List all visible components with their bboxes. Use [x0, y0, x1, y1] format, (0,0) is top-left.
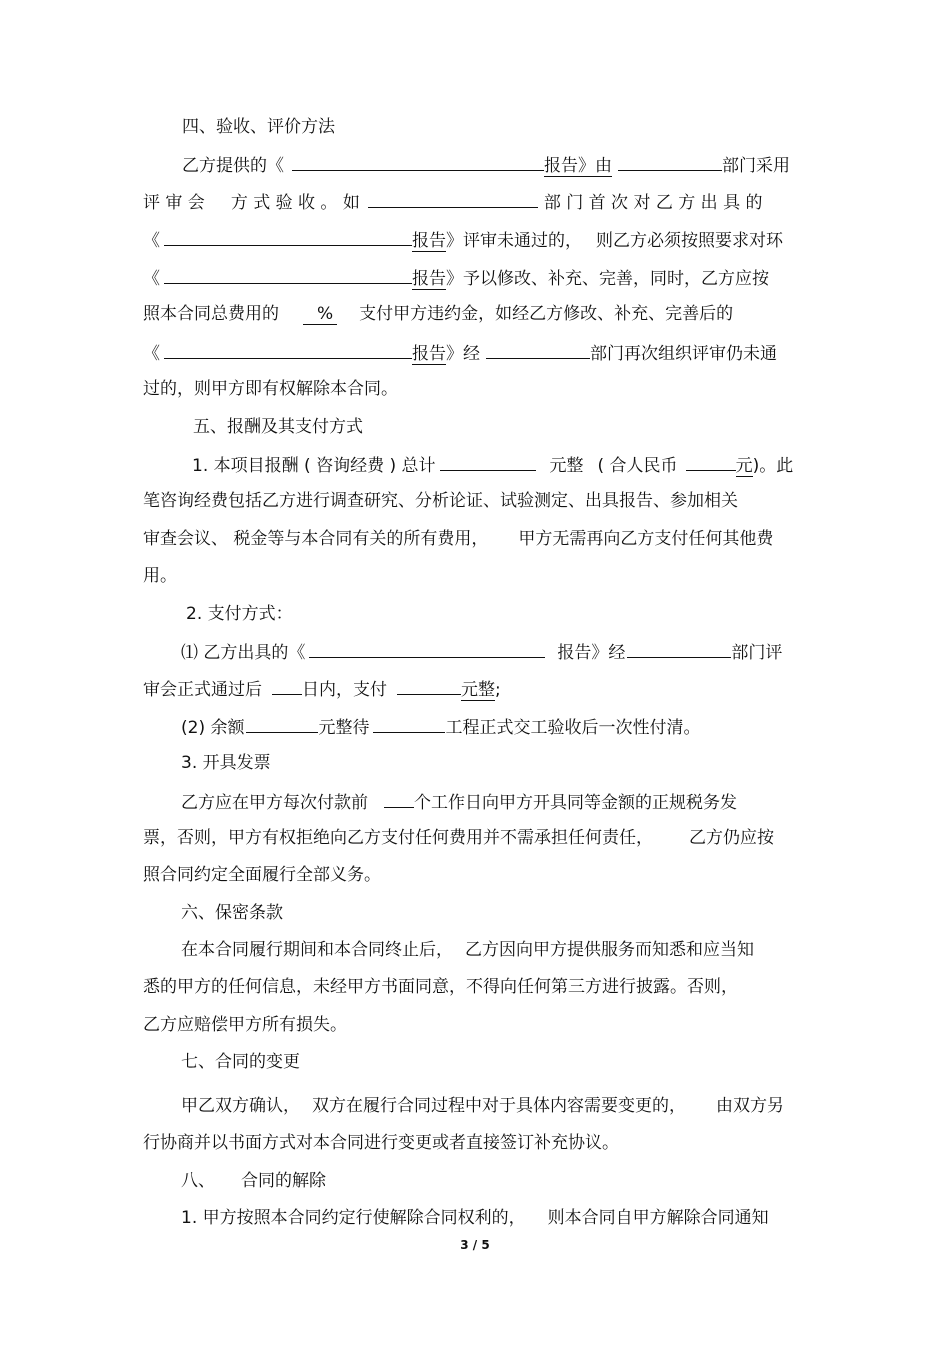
s5-p1-line-3 [143, 528, 773, 550]
blank-field[interactable] [486, 341, 590, 359]
text: ; [495, 680, 501, 700]
page-number: 3 / 5 [460, 1238, 490, 1252]
s5-p1-line-1 [192, 453, 793, 477]
text: 票，否则，甲方有权拒绝向乙方支付任何费用并不需承担任何责任， [143, 828, 653, 848]
s4-line-5 [143, 303, 733, 325]
text: 在本合同履行期间和本合同终止后， [181, 940, 453, 960]
text: 由双方另 [716, 1096, 784, 1116]
s5-p1-line-4: 用。 [143, 566, 177, 586]
blank-field[interactable] [292, 153, 544, 171]
section-8-heading [181, 1170, 326, 1192]
blank-field[interactable] [373, 715, 445, 733]
text: 部门采用 [722, 156, 790, 176]
text: 1. 甲方按照本合同约定行使解除合同权利的， [181, 1208, 526, 1228]
s4-line-7: 过的，则甲方即有权解除本合同。 [143, 379, 398, 399]
text: 甲乙双方确认， [181, 1096, 300, 1116]
text: 乙方提供的《 [182, 156, 284, 176]
text: 《 [143, 269, 160, 289]
text: 工程正式交工验收后一次性付清。 [445, 718, 701, 738]
text: 》予以修改、补充、完善，同时，乙方应按 [446, 269, 769, 289]
text: 双方在履行合同过程中对于具体内容需要变更的， [312, 1096, 686, 1116]
text: 审查会议、 税金等与本合同有关的所有费用， [143, 529, 489, 549]
s7-line-1 [181, 1095, 784, 1117]
text: 报告》经 [557, 643, 626, 663]
percent-field[interactable]: % [303, 304, 337, 325]
text: 乙方因向甲方提供服务而知悉和应当知 [465, 940, 754, 960]
text: 元整 [461, 680, 495, 700]
blank-field[interactable] [164, 228, 412, 246]
s5-p3-line-2 [143, 827, 774, 849]
s5-p2-heading: 2. 支付方式： [186, 604, 293, 624]
text: 》经 [446, 344, 480, 364]
text: 乙方仍应按 [689, 828, 774, 848]
s6-line-3: 乙方应赔偿甲方所有损失。 [143, 1015, 347, 1035]
s5-p1-line-2: 笔咨询经费包括乙方进行调查研究、分析论证、试验测定、出具报告、参加相关 [143, 491, 738, 511]
text: 报告 [412, 269, 446, 289]
blank-field[interactable] [440, 453, 536, 471]
text: 支付甲方违约金，如经乙方修改、补充、完善后的 [359, 304, 734, 324]
text: )。此 [752, 456, 794, 476]
s5-item-1-line-2 [143, 677, 501, 701]
s4-line-3 [143, 228, 783, 252]
text: 个工作日向甲方开具同等金额的正规税务发 [414, 793, 737, 813]
s5-item-1-line-1 [181, 640, 782, 664]
text: 报告 [412, 344, 446, 364]
blank-field[interactable] [164, 266, 412, 284]
text: 照本合同总费用的 [143, 304, 279, 324]
text: 审会正式通过后 [143, 680, 262, 700]
blank-field[interactable] [397, 677, 461, 695]
text: 报告 [412, 231, 446, 251]
s6-line-1 [181, 939, 754, 961]
s5-p3-line-3: 照合同约定全面履行全部义务。 [143, 865, 381, 885]
s5-p3-line-1 [181, 790, 737, 814]
text: 1. 本项目报酬 ( 咨询经费 ) 总计 [192, 456, 436, 476]
text: ( 合人民币 [597, 456, 678, 476]
s4-line-4 [143, 266, 769, 290]
text: 》评审未通过的， [446, 231, 582, 251]
section-6-heading: 六、保密条款 [181, 903, 283, 923]
text: (2) 余额 [181, 718, 245, 738]
s7-line-2: 行协商并以书面方式对本合同进行变更或者直接签订补充协议。 [143, 1133, 619, 1153]
text: ⑴ 乙方出具的《 [181, 643, 306, 663]
section-4-heading: 四、验收、评价方法 [182, 117, 335, 137]
section-5-heading: 五、报酬及其支付方式 [193, 417, 363, 437]
text: 报告》由 [544, 156, 612, 176]
section-7-heading: 七、合同的变更 [181, 1052, 300, 1072]
s5-item-2 [181, 715, 700, 739]
text: 评 审 会 [143, 193, 205, 213]
text: 元整 [549, 456, 584, 476]
text: 《 [143, 344, 160, 364]
s4-line-6 [143, 341, 777, 365]
blank-field[interactable] [164, 341, 412, 359]
text: 部 门 首 次 对 乙 方 出 具 的 [543, 193, 763, 213]
text: 元 [735, 456, 753, 476]
text: 方 式 验 收 。 如 [230, 193, 360, 213]
text: 则乙方必须按照要求对环 [596, 231, 783, 251]
text: 元整待 [318, 718, 370, 738]
blank-field[interactable] [246, 715, 318, 733]
blank-field[interactable] [368, 190, 538, 208]
blank-field[interactable] [627, 640, 731, 658]
blank-field[interactable] [384, 790, 414, 808]
blank-field[interactable] [272, 677, 302, 695]
s5-p3-heading: 3. 开具发票 [181, 753, 271, 773]
s4-line-1 [182, 153, 790, 177]
text: 部门再次组织评审仍未通 [590, 344, 777, 364]
blank-field[interactable] [686, 453, 736, 471]
blank-field[interactable] [618, 153, 722, 171]
text: 则本合同自甲方解除合同通知 [547, 1208, 769, 1228]
text: 甲方无需再向乙方支付任何其他费 [518, 529, 774, 549]
text: 八、 [181, 1171, 215, 1191]
blank-field[interactable] [309, 640, 545, 658]
s6-line-2: 悉的甲方的任何信息，未经甲方书面同意，不得向任何第三方进行披露。否则， [143, 977, 738, 997]
text: 部门评 [731, 643, 783, 663]
s8-line-1 [181, 1207, 769, 1229]
s4-line-2 [143, 190, 762, 214]
text: 《 [143, 231, 160, 251]
text: 日内，支付 [302, 680, 387, 700]
text: 乙方应在甲方每次付款前 [181, 793, 368, 813]
text: 合同的解除 [241, 1171, 326, 1191]
